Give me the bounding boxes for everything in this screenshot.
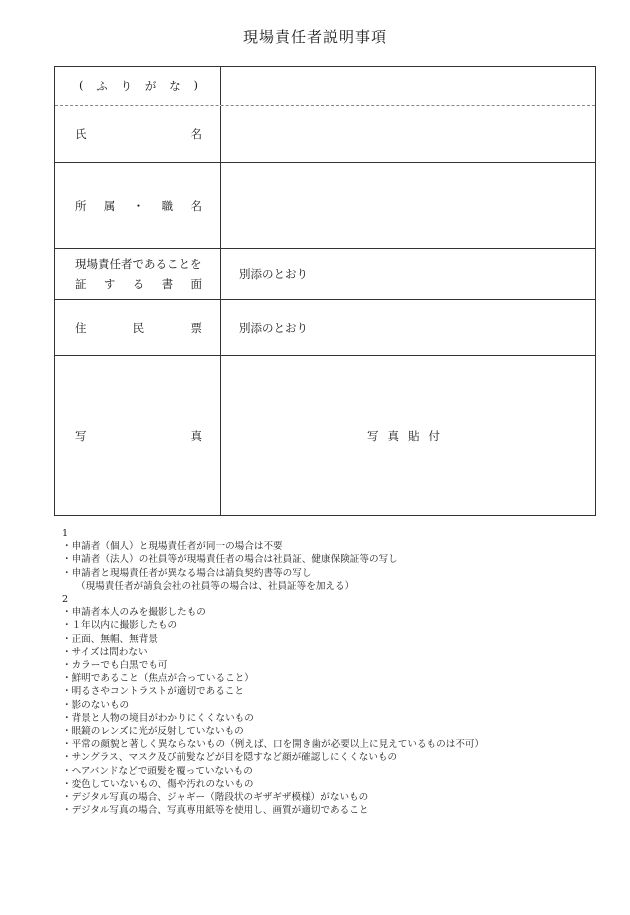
note-item: ・平常の顔貌と著しく異ならないもの（例えば、口を開き歯が必要以上に見えているものは不可） — [62, 739, 485, 751]
note-item: ・影のないもの — [62, 699, 130, 711]
note-item: ・変色していないもの、傷や汚れのないもの — [62, 778, 254, 790]
name-row — [55, 106, 595, 163]
note-item: ・カラーでも白黒でも可 — [62, 660, 168, 672]
note-item: ・デジタル写真の場合、写真専用紙等を使用し、画質が適切であること — [62, 805, 369, 817]
note-item: ・申請者と現場責任者が異なる場合は請負契約書等の写し — [62, 567, 312, 579]
furigana-field[interactable] — [221, 67, 595, 105]
note-item: ・正面、無帽、無背景 — [62, 633, 158, 645]
resident-register-label — [55, 300, 221, 355]
note-item: ・眼鏡のレンズに光が反射していないもの — [62, 726, 244, 738]
affiliation-label — [55, 163, 221, 248]
proof-document-field[interactable] — [221, 249, 595, 299]
label-char: す — [103, 277, 116, 291]
photo-attach-area[interactable] — [221, 356, 595, 515]
note-item: ・１年以内に撮影したもの — [62, 620, 178, 632]
photo-attach-text: 写真貼付 — [367, 428, 449, 443]
explanation-form — [54, 66, 596, 516]
resident-register-value: 別添のとおり — [239, 320, 308, 335]
label-char: 氏 — [75, 127, 87, 141]
label-char: 証 — [75, 277, 87, 291]
label-char: ふ — [96, 79, 108, 93]
label-char: 民 — [132, 320, 145, 335]
label-char: 住 — [75, 320, 87, 335]
note-item: ・明るさやコントラストが適切であること — [62, 686, 244, 698]
proof-document-label — [55, 249, 221, 299]
label-char: 職 — [161, 198, 174, 213]
section-number: 2 — [62, 594, 69, 606]
resident-register-row — [55, 300, 595, 356]
label-char: 面 — [190, 277, 202, 291]
label-char: る — [132, 277, 145, 291]
label-char: 属 — [103, 198, 116, 213]
label-char: 名 — [190, 198, 202, 213]
label-char: ) — [193, 78, 198, 92]
note-item: ・サイズは問わない — [62, 646, 148, 658]
proof-document-value: 別添のとおり — [239, 267, 308, 281]
notes — [62, 527, 592, 817]
label-char: 真 — [190, 428, 202, 443]
label-char: が — [144, 79, 157, 93]
label-char: 名 — [190, 127, 202, 141]
note-item: ・デジタル写真の場合、ジャギー（階段状のギザギザ模様）がないもの — [62, 792, 369, 804]
furigana-row — [55, 67, 595, 106]
affiliation-row — [55, 163, 595, 249]
affiliation-field[interactable] — [221, 163, 595, 248]
note-item: ・ヘアバンドなどで頭髪を覆っていないもの — [62, 765, 253, 777]
note-item: ・申請者本人のみを撮影したもの — [62, 607, 206, 619]
note-item: ・申請者（個人）と現場責任者が同一の場合は不要 — [62, 541, 283, 553]
label-char: 票 — [190, 320, 202, 335]
name-label — [55, 106, 221, 162]
label-line: 現場責任者であることを — [75, 257, 202, 271]
label-char: ( — [79, 78, 84, 92]
label-char: 所 — [75, 198, 87, 213]
note-item: ・サングラス、マスク及び前髪などが目を隠すなど顔が確認しにくくないもの — [62, 752, 398, 764]
furigana-label — [55, 67, 221, 105]
note-item: （現場責任者が請負会社の社員等の場合は、社員証等を加える） — [76, 580, 355, 592]
section-number: 1 — [62, 528, 69, 539]
label-char: ・ — [132, 198, 145, 213]
label-char: り — [120, 79, 133, 93]
proof-document-row — [55, 249, 595, 300]
page-title: 現場責任者説明事項 — [242, 28, 387, 46]
photo-label — [55, 356, 221, 515]
note-item: ・申請者（法人）の社員等が現場責任者の場合は社員証、健康保険証等の写し — [62, 554, 398, 566]
note-item: ・背景と人物の境目がわかりにくくないもの — [62, 712, 254, 724]
note-item: ・鮮明であること（焦点が合っていること） — [62, 673, 254, 685]
resident-register-field[interactable] — [221, 300, 595, 355]
photo-row — [55, 356, 595, 515]
name-field[interactable] — [221, 106, 595, 162]
label-char: 書 — [161, 277, 174, 291]
label-char: な — [169, 79, 181, 93]
label-char: 写 — [75, 428, 87, 443]
